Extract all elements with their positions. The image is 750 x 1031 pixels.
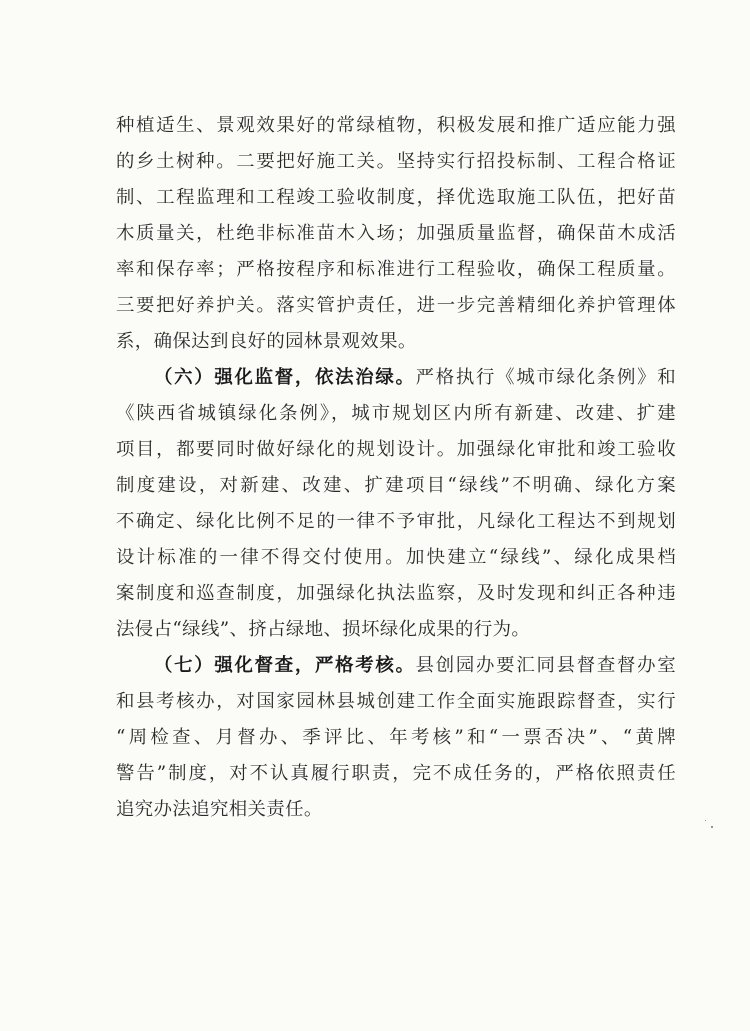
section-six-first-line-text: 严格执行《城市绿化条例》和 — [415, 367, 677, 388]
section-seven-first-line-text: 县创园办要汇同县督查督办室 — [415, 655, 677, 676]
section-six-first-line — [116, 360, 676, 396]
text-line: 追究办法追究相关责任。 — [116, 799, 323, 820]
text-line: 不确定、绿化比例不足的一律不予审批，凡绿化工程达不到规划 — [116, 511, 676, 532]
section-seven-first-line — [116, 648, 676, 684]
text-line: 和县考核办，对国家园林县城创建工作全面实施跟踪督查，实行 — [116, 691, 676, 712]
text-line: 项目，都要同时做好绿化的规划设计。加强绿化审批和竣工验收 — [116, 439, 676, 460]
section-seven-heading: （七）强化督查，严格考核。 — [154, 655, 416, 676]
text-line: 法侵占“绿线”、挤占绿地、损坏绿化成果的行为。 — [116, 619, 531, 640]
text-line: 三要把好养护关。落实管护责任，进一步完善精细化养护管理体 — [116, 295, 676, 316]
section-six-heading: （六）强化监督，依法治绿。 — [154, 367, 416, 388]
text-line: 木质量关，杜绝非标准苗木入场；加强质量监督，确保苗木成活 — [116, 223, 676, 244]
text-line: 种植适生、景观效果好的常绿植物，积极发展和推广适应能力强 — [116, 115, 676, 136]
text-line: 系，确保达到良好的园林景观效果。 — [116, 331, 417, 352]
scan-speck — [711, 826, 713, 828]
text-line: 制度建设，对新建、改建、扩建项目“绿线”不明确、绿化方案 — [116, 475, 676, 496]
body-text — [116, 108, 676, 828]
text-line: 率和保存率；严格按程序和标准进行工程验收，确保工程质量。 — [116, 259, 676, 280]
text-line: 设计标准的一律不得交付使用。加快建立“绿线”、绿化成果档 — [116, 547, 676, 568]
text-line: 案制度和巡查制度，加强绿化执法监察，及时发现和纠正各种违 — [116, 583, 676, 604]
text-line: “周检查、月督办、季评比、年考核”和“一票否决”、“黄牌 — [116, 727, 676, 748]
scan-speck — [705, 820, 706, 821]
text-line: 的乡土树种。二要把好施工关。坚持实行招投标制、工程合格证 — [116, 151, 676, 172]
text-line: 《陕西省城镇绿化条例》，城市规划区内所有新建、改建、扩建 — [116, 403, 676, 424]
text-line: 制、工程监理和工程竣工验收制度，择优选取施工队伍，把好苗 — [116, 187, 676, 208]
text-line: 警告”制度，对不认真履行职责，完不成任务的，严格依照责任 — [116, 763, 676, 784]
